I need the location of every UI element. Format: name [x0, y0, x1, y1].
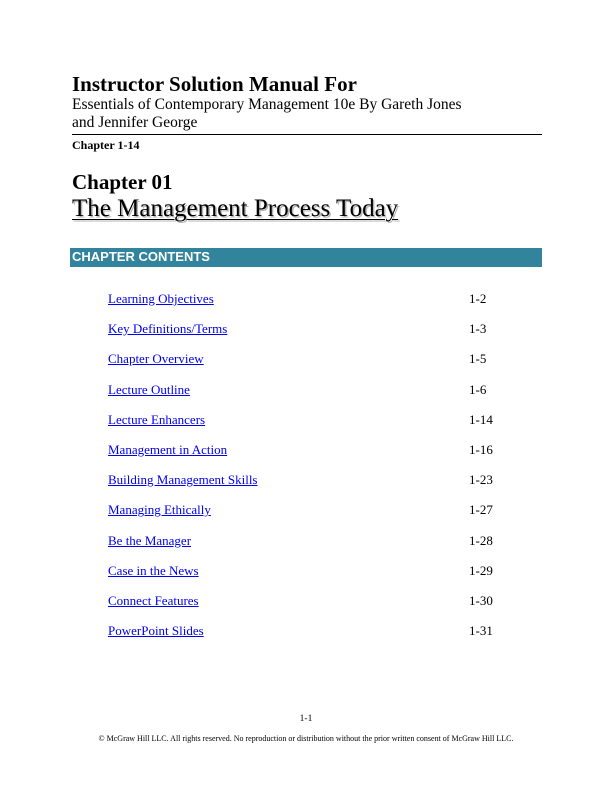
toc-item: [108, 623, 528, 653]
toc-page-number: 1-2: [469, 291, 487, 306]
toc-page-number: 1-31: [469, 623, 493, 639]
toc-item: [108, 593, 528, 623]
toc-link-be-the-manager[interactable]: Be the Manager: [108, 532, 192, 548]
toc-link-building-management-skills[interactable]: Building Management Skills: [108, 472, 258, 488]
toc-link-powerpoint-slides[interactable]: PowerPoint Slides: [108, 623, 204, 639]
toc-link-connect-features[interactable]: Connect Features: [108, 592, 199, 608]
chapter-contents-heading: CHAPTER CONTENTS: [72, 249, 210, 264]
toc-page-number: 1-30: [469, 592, 493, 608]
toc-page-number: 1-27: [469, 502, 493, 518]
toc-item: [108, 442, 528, 472]
toc-link-learning-objectives[interactable]: Learning Objectives: [108, 291, 214, 306]
chapter-number: Chapter 01: [72, 170, 173, 194]
toc-link-management-in-action[interactable]: Management in Action: [108, 441, 228, 457]
toc-item: [108, 291, 528, 321]
toc-item: [108, 321, 528, 351]
toc-item: [108, 563, 528, 593]
toc-link-lecture-enhancers[interactable]: Lecture Enhancers: [108, 411, 206, 427]
copyright-notice: © McGraw Hill LLC. All rights reserved. No reproduction or distribution without the prior written consent of McGraw Hill LLC.: [98, 734, 514, 743]
toc-item: [108, 472, 528, 502]
toc-item: [108, 502, 528, 532]
toc-link-key-definitions[interactable]: Key Definitions/Terms: [108, 321, 228, 337]
toc-page-number: 1-5: [469, 351, 487, 367]
toc-page-number: 1-6: [469, 381, 487, 397]
chapter-contents-banner: [70, 248, 542, 267]
toc-item: [108, 533, 528, 563]
toc-page-number: 1-28: [469, 532, 493, 548]
chapter-range: Chapter 1-14: [72, 138, 140, 152]
toc-link-case-in-the-news[interactable]: Case in the News: [108, 562, 199, 578]
toc-item: [108, 412, 528, 442]
toc-item: [108, 351, 528, 381]
toc-page-number: 1-3: [469, 321, 487, 337]
toc-link-chapter-overview[interactable]: Chapter Overview: [108, 351, 204, 367]
toc-page-number: 1-16: [469, 441, 493, 457]
table-of-contents: [108, 291, 528, 653]
toc-page-number: 1-14: [469, 411, 493, 427]
toc-item: [108, 382, 528, 412]
page-number: 1-1: [299, 714, 313, 724]
header-divider: [72, 134, 542, 135]
toc-link-lecture-outline[interactable]: Lecture Outline: [108, 381, 190, 397]
toc-link-managing-ethically[interactable]: Managing Ethically: [108, 502, 211, 518]
document-title: Instructor Solution Manual For: [72, 72, 357, 96]
chapter-title: The Management Process Today: [72, 195, 399, 222]
document-subtitle: Essentials of Contemporary Management 10e By Gareth Jones and Jennifer George: [72, 96, 462, 131]
toc-page-number: 1-29: [469, 562, 493, 578]
toc-page-number: 1-23: [469, 472, 493, 488]
